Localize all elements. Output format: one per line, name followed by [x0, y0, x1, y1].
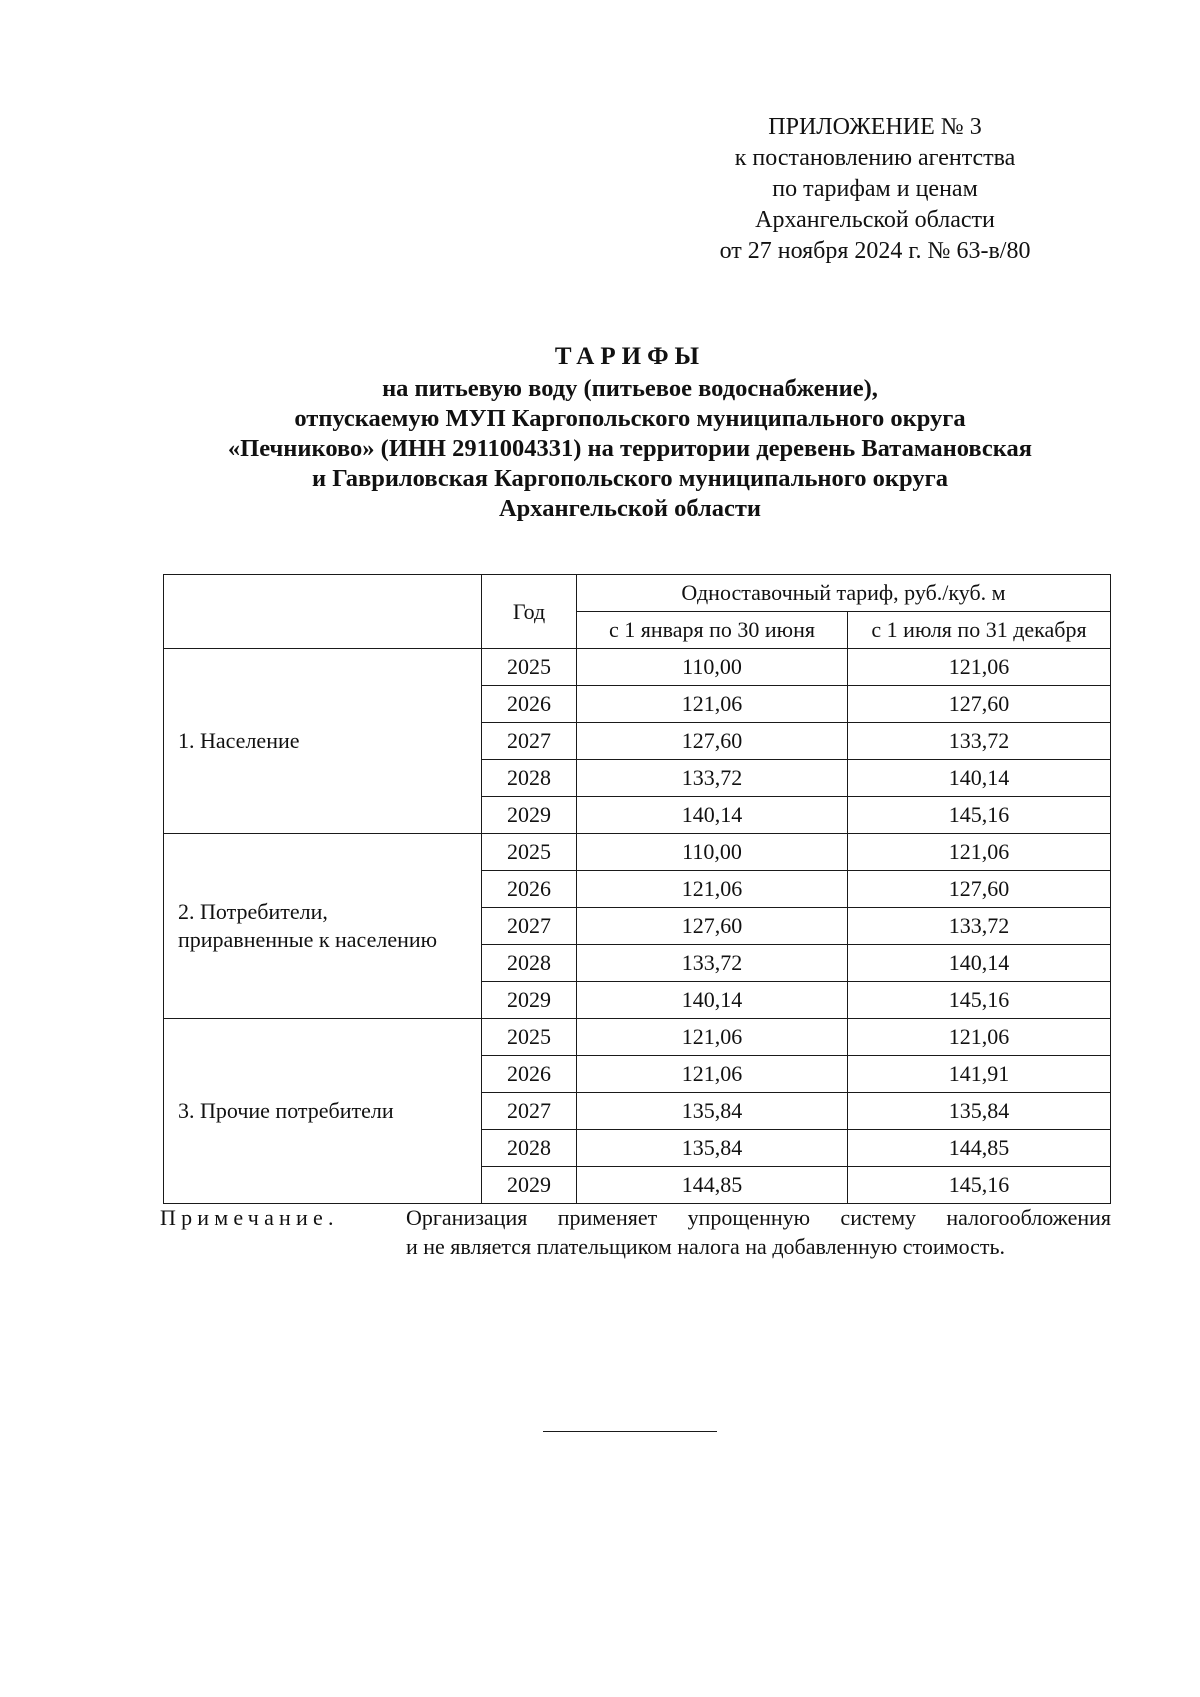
header-row: [164, 575, 1111, 612]
tariff-value-period-2: 135,84: [848, 1093, 1111, 1130]
appendix-block: [655, 112, 1095, 267]
year-cell: 2028: [482, 1130, 577, 1167]
year-cell: 2026: [482, 871, 577, 908]
tariff-value-period-2: 121,06: [848, 1019, 1111, 1056]
category-cell: [164, 834, 482, 1019]
year-cell: 2027: [482, 908, 577, 945]
year-cell: 2028: [482, 945, 577, 982]
note-label: Примечание.: [160, 1205, 339, 1230]
header-year: Год: [482, 575, 577, 649]
appendix-line: по тарифам и ценам: [772, 176, 978, 202]
appendix-number: ПРИЛОЖЕНИЕ № 3: [768, 114, 982, 140]
table-row: [164, 649, 1111, 686]
year-cell: 2025: [482, 1019, 577, 1056]
tariff-value-period-1: 121,06: [577, 1019, 848, 1056]
appendix-line: Архангельской области: [755, 207, 995, 233]
category-label: 3. Прочие потребители: [178, 1098, 394, 1123]
year-cell: 2025: [482, 649, 577, 686]
table-row: [164, 1019, 1111, 1056]
appendix-line: к постановлению агентства: [734, 145, 1016, 171]
end-divider: [543, 1431, 717, 1432]
title-line: отпускаемую МУП Каргопольского муниципального округа: [294, 405, 966, 432]
tariff-value-period-1: 140,14: [577, 797, 848, 834]
tariff-value-period-1: 110,00: [577, 834, 848, 871]
year-cell: 2027: [482, 1093, 577, 1130]
tariff-value-period-2: 121,06: [848, 649, 1111, 686]
tariff-table-head: [164, 575, 1111, 649]
title-line: Архангельской области: [498, 495, 762, 522]
tariff-value-period-2: 127,60: [848, 686, 1111, 723]
note-text-line: и не является плательщиком налога на добавленную стоимость.: [406, 1234, 1006, 1259]
category-label: приравненные к населению: [178, 927, 438, 952]
title-line: на питьевую воду (питьевое водоснабжение),: [382, 375, 878, 402]
tariff-value-period-2: 127,60: [848, 871, 1111, 908]
tariff-value-period-1: 133,72: [577, 945, 848, 982]
year-cell: 2026: [482, 1056, 577, 1093]
tariff-value-period-1: 121,06: [577, 1056, 848, 1093]
tariff-value-period-2: 145,16: [848, 797, 1111, 834]
title-line: «Печниково» (ИНН 2911004331) на территории деревень Ватамановская: [227, 435, 1033, 462]
category-label: 1. Население: [178, 728, 300, 753]
tariff-value-period-2: 141,91: [848, 1056, 1111, 1093]
category-label: 2. Потребители,: [178, 899, 328, 924]
tariff-value-period-2: 145,16: [848, 982, 1111, 1019]
year-cell: 2029: [482, 982, 577, 1019]
header-category: [164, 575, 482, 649]
tariff-value-period-1: 133,72: [577, 760, 848, 797]
tariff-value-period-1: 121,06: [577, 686, 848, 723]
year-cell: 2027: [482, 723, 577, 760]
appendix-date: от 27 ноября 2024 г. № 63-в/80: [719, 238, 1031, 264]
category-cell: [164, 1019, 482, 1204]
table-row: [164, 834, 1111, 871]
tariff-value-period-1: 135,84: [577, 1093, 848, 1130]
header-tariff-group: Одноставочный тариф, руб./куб. м: [577, 575, 1111, 612]
tariff-value-period-1: 144,85: [577, 1167, 848, 1204]
year-cell: 2029: [482, 797, 577, 834]
title-line: и Гавриловская Каргопольского муниципального округа: [312, 465, 948, 492]
year-cell: 2029: [482, 1167, 577, 1204]
tariff-table: [163, 574, 1111, 1204]
document-title: ТАРИФЫ: [554, 343, 706, 370]
tariff-value-period-1: 121,06: [577, 871, 848, 908]
tariff-value-period-2: 121,06: [848, 834, 1111, 871]
tariff-table-body: [164, 649, 1111, 1204]
document-title-block: [150, 342, 1110, 524]
tariff-value-period-1: 110,00: [577, 649, 848, 686]
tariff-value-period-2: 140,14: [848, 760, 1111, 797]
tariff-value-period-2: 140,14: [848, 945, 1111, 982]
note-text: [406, 1203, 1111, 1261]
year-cell: 2028: [482, 760, 577, 797]
tariff-value-period-2: 145,16: [848, 1167, 1111, 1204]
tariff-value-period-1: 135,84: [577, 1130, 848, 1167]
header-period-1: с 1 января по 30 июня: [577, 612, 848, 649]
header-period-2: с 1 июля по 31 декабря: [848, 612, 1111, 649]
category-cell: [164, 649, 482, 834]
tariff-value-period-1: 140,14: [577, 982, 848, 1019]
year-cell: 2025: [482, 834, 577, 871]
tariff-value-period-1: 127,60: [577, 908, 848, 945]
tariff-value-period-2: 133,72: [848, 908, 1111, 945]
tariff-value-period-2: 133,72: [848, 723, 1111, 760]
year-cell: 2026: [482, 686, 577, 723]
tariff-value-period-2: 144,85: [848, 1130, 1111, 1167]
tariff-value-period-1: 127,60: [577, 723, 848, 760]
note-text-line: Организация применяет упрощенную систему налогообложения: [406, 1205, 1111, 1230]
